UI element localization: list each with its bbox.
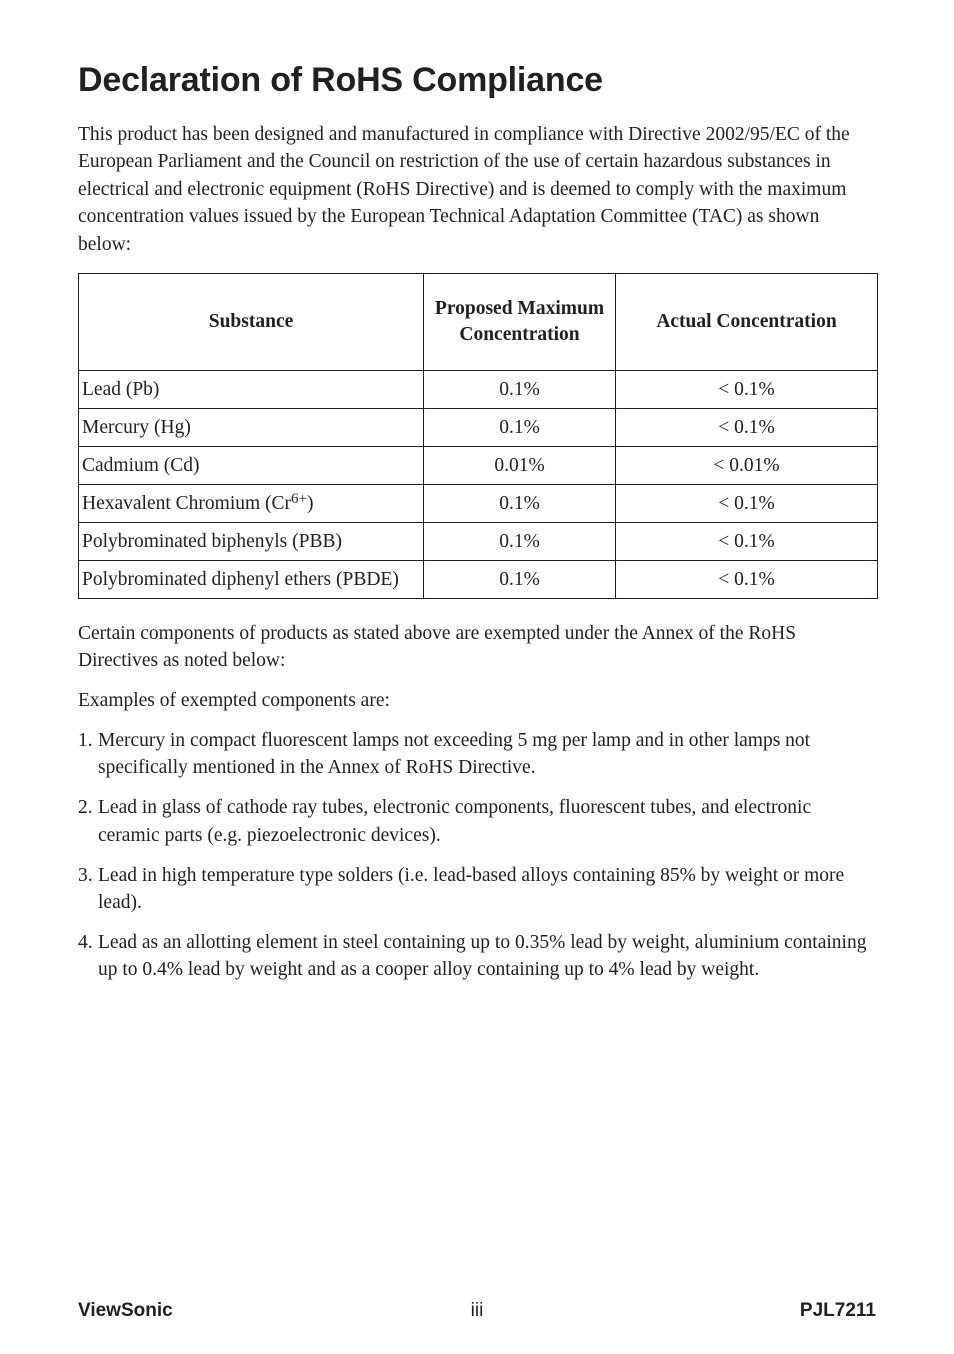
footer-model: PJL7211: [799, 1300, 876, 1321]
table-row: [79, 409, 878, 447]
row-substance: Lead (Pb): [79, 371, 424, 409]
oxidation-superscript: 6+: [291, 490, 308, 507]
row-proposed: 0.01%: [424, 447, 616, 485]
header-proposed-max: [424, 274, 616, 371]
substance-suffix: ): [307, 492, 314, 514]
footer-brand: ViewSonic: [78, 1300, 173, 1321]
list-item: [78, 862, 877, 917]
table-row: [79, 371, 878, 409]
rohs-table: [78, 273, 878, 599]
substance-text: Hexavalent Chromium (Cr: [82, 492, 292, 514]
row-actual: < 0.1%: [616, 485, 878, 523]
row-proposed: 0.1%: [424, 409, 616, 447]
table-row: [79, 485, 878, 523]
header-substance: Substance: [79, 274, 424, 371]
page-title: Declaration of RoHS Compliance: [78, 61, 603, 99]
list-item-text: Mercury in compact fluorescent lamps not exceeding 5 mg per lamp and in other lamps not specifically mentioned in the Annex of RoHS Directive.: [98, 730, 811, 779]
table-row: [79, 447, 878, 485]
intro-paragraph: This product has been designed and manufactured in compliance with Directive 2002/95/EC of the European Parliament and the Council on restriction of the use of certain hazardous substances in electrical and electronic equipment (RoHS Directive) and is deemed to comply with the maximum concentration values issued by the European Technical Adaptation Committee (TAC) as shown below:: [78, 124, 850, 255]
row-proposed: 0.1%: [424, 485, 616, 523]
list-item: [78, 794, 877, 849]
row-proposed: 0.1%: [424, 561, 616, 599]
table-header-row: [79, 274, 878, 371]
examples-heading: Examples of exempted components are:: [78, 690, 390, 711]
row-actual: < 0.1%: [616, 409, 878, 447]
examples-list: [78, 727, 877, 996]
footer-page-number: iii: [470, 1300, 484, 1321]
row-proposed: 0.1%: [424, 523, 616, 561]
row-actual: < 0.1%: [616, 523, 878, 561]
row-actual: < 0.1%: [616, 561, 878, 599]
list-item-number: 4.: [78, 931, 93, 953]
row-actual: < 0.01%: [616, 447, 878, 485]
row-actual: < 0.1%: [616, 371, 878, 409]
header-proposed-line2: Concentration: [459, 324, 580, 345]
list-item-text: Lead in glass of cathode ray tubes, electronic components, fluorescent tubes, and electronic ceramic parts (e.g. piezoelectronic devices).: [98, 797, 812, 846]
list-item-number: 1.: [78, 730, 93, 751]
table-row: [79, 523, 878, 561]
list-item-text: Lead as an allotting element in steel containing up to 0.35% lead by weight, aluminium containing up to 0.4% lead by weight and as a cooper alloy containing up to 4% lead by weight.: [98, 931, 867, 981]
list-item-text: Lead in high temperature type solders (i.e. lead-based alloys containing 85% by weight or more lead).: [98, 864, 845, 914]
row-proposed: 0.1%: [424, 371, 616, 409]
list-item-number: 3.: [78, 864, 93, 886]
header-actual: Actual Concentration: [616, 274, 878, 371]
row-substance: [79, 485, 424, 523]
list-item: [78, 929, 877, 984]
row-substance: Polybrominated diphenyl ethers (PBDE): [79, 561, 424, 599]
table-row: [79, 561, 878, 599]
row-substance: Mercury (Hg): [79, 409, 424, 447]
list-item: [78, 727, 877, 782]
row-substance: Cadmium (Cd): [79, 447, 424, 485]
row-substance: Polybrominated biphenyls (PBB): [79, 523, 424, 561]
list-item-number: 2.: [78, 797, 93, 819]
header-proposed-line1: Proposed Maximum: [434, 298, 605, 319]
exemption-note: Certain components of products as stated above are exempted under the Annex of the RoHS Directives as noted below:: [78, 623, 797, 672]
